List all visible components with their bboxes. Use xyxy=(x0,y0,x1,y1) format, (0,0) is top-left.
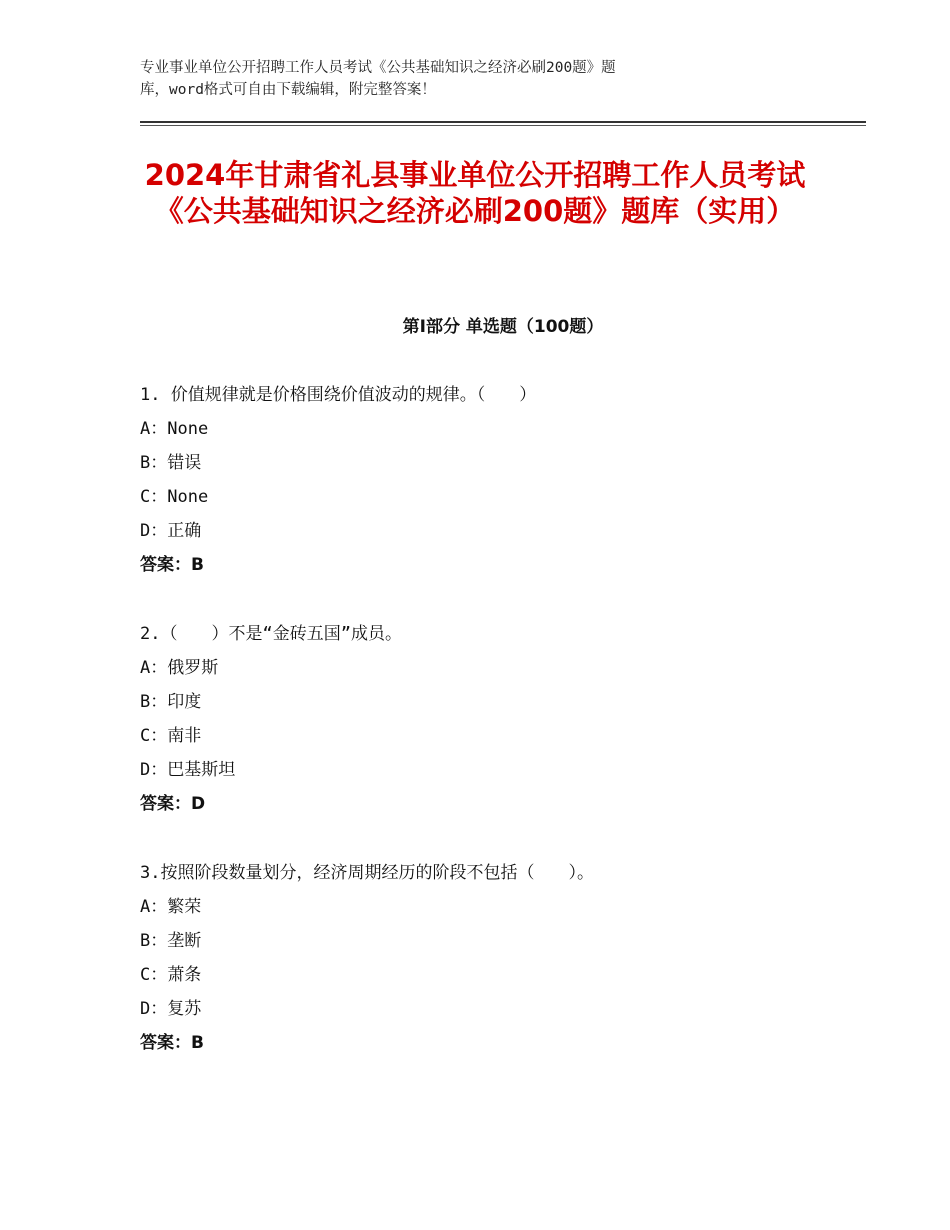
option-c: C：南非 xyxy=(140,726,202,746)
question-1 xyxy=(140,378,866,582)
header-divider-thin xyxy=(140,125,866,126)
option-c: C：萧条 xyxy=(140,965,202,985)
question-stem: 3.按照阶段数量划分，经济周期经历的阶段不包括（ ）。 xyxy=(140,863,594,883)
answer: 答案：D xyxy=(140,794,206,814)
option-c: C：None xyxy=(140,487,209,507)
option-b: B：垄断 xyxy=(140,931,202,951)
header-note xyxy=(140,57,780,101)
header-note-line-2: 库，word格式可自由下载编辑，附完整答案！ xyxy=(140,82,436,98)
header-note-line-1: 专业事业单位公开招聘工作人员考试《公共基础知识之经济必刷200题》题 xyxy=(140,60,616,76)
answer: 答案：B xyxy=(140,1033,204,1053)
option-b: B：错误 xyxy=(140,453,202,473)
question-stem: 2.（ ）不是“金砖五国”成员。 xyxy=(140,624,402,644)
section-title: 第Ⅰ部分 单选题（100题） xyxy=(402,317,604,337)
option-a: A：None xyxy=(140,419,209,439)
option-d: D：复苏 xyxy=(140,999,202,1019)
document-title: 2024年甘肃省礼县事业单位公开招聘工作人员考试《公共基础知识之经济必刷200题》题库（实用） xyxy=(144,158,806,228)
option-a: A：繁荣 xyxy=(140,897,202,917)
option-d: D：正确 xyxy=(140,521,202,541)
answer: 答案：B xyxy=(140,555,204,575)
option-a: A：俄罗斯 xyxy=(140,658,219,678)
question-stem: 1. 价值规律就是价格围绕价值波动的规律。（ ） xyxy=(140,385,537,405)
header-divider-thick xyxy=(140,121,866,123)
question-2 xyxy=(140,617,866,821)
question-3 xyxy=(140,856,866,1060)
option-b: B：印度 xyxy=(140,692,202,712)
option-d: D：巴基斯坦 xyxy=(140,760,236,780)
